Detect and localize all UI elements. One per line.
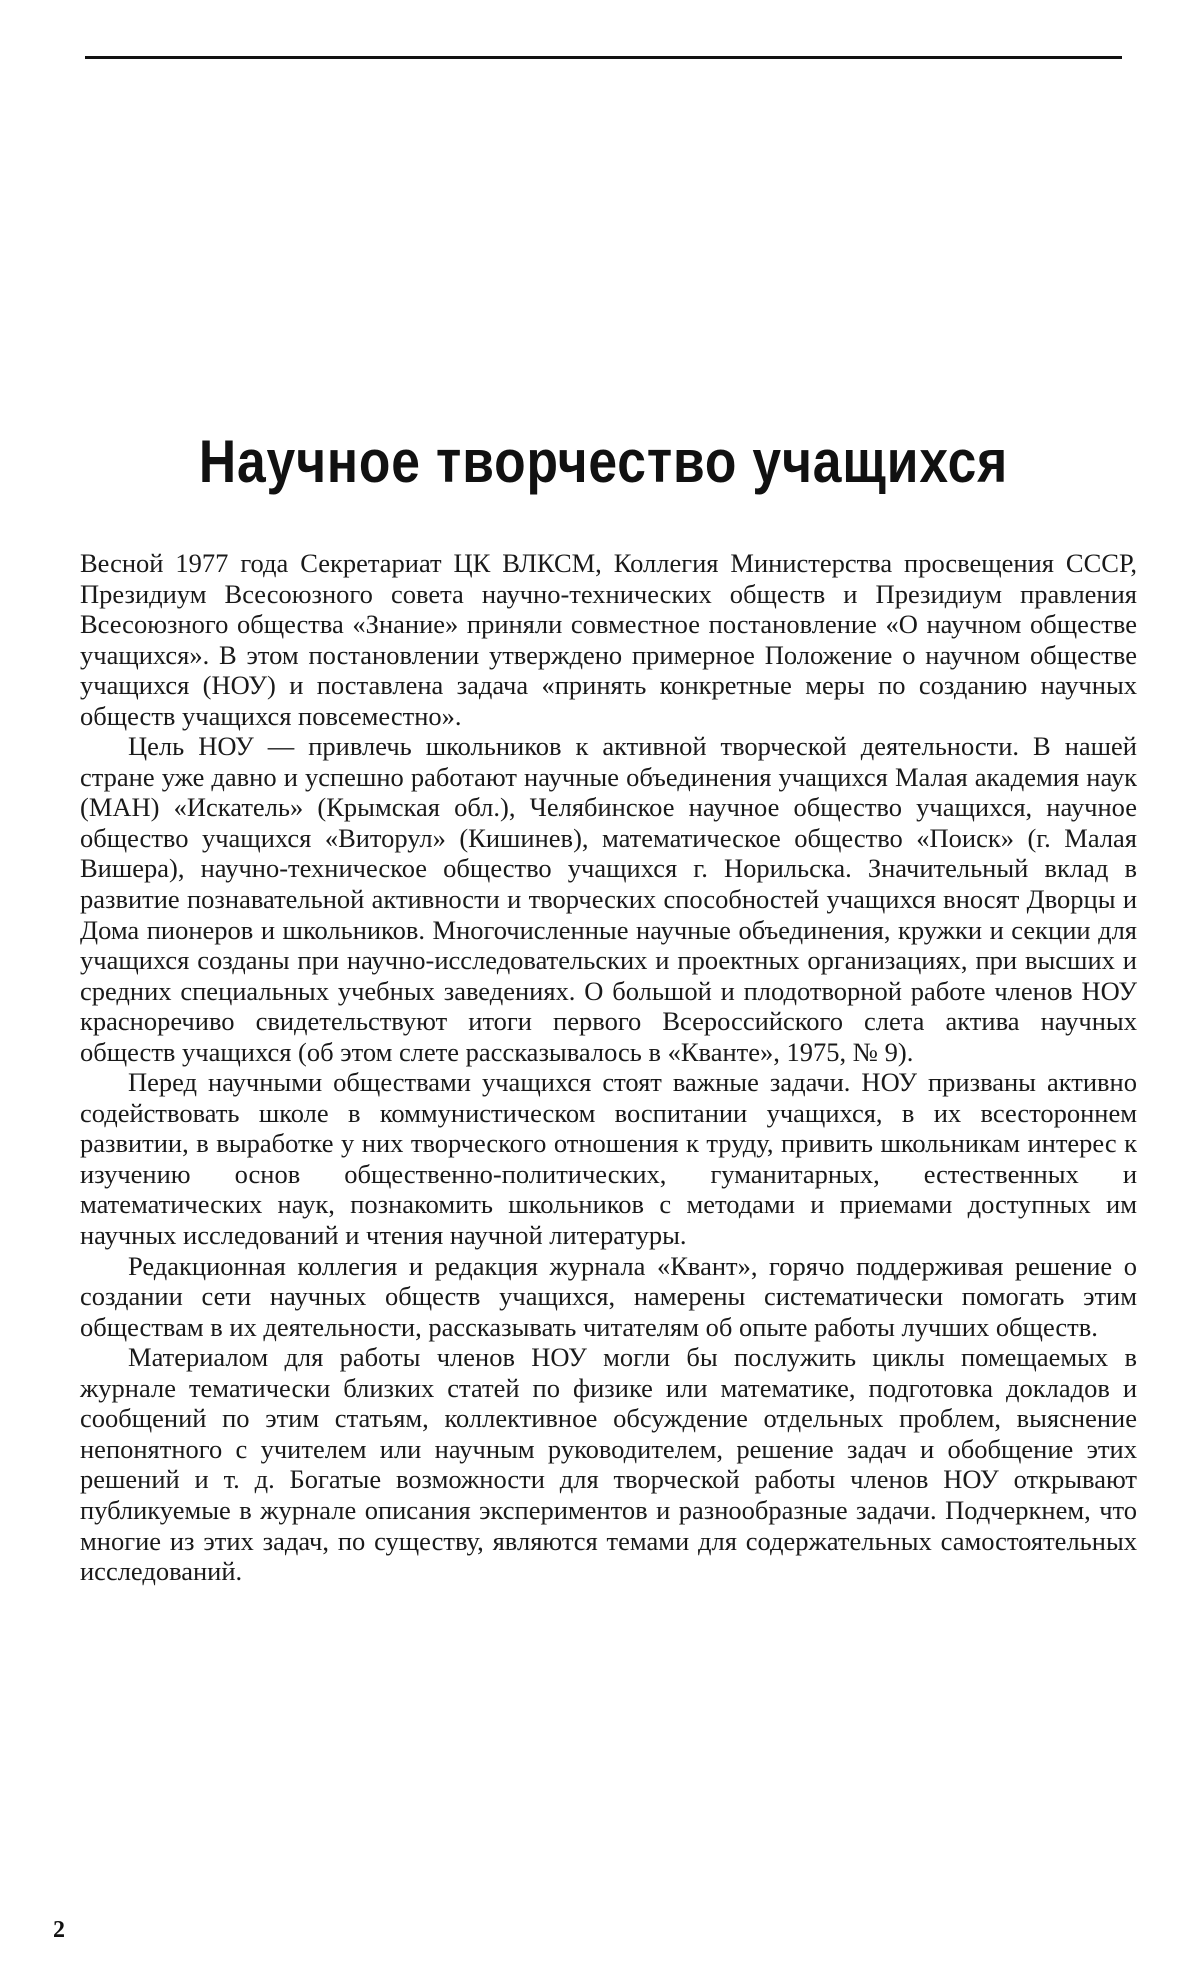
paragraph-tasks: Перед научными обществами учащихся стоят важные задачи. НОУ призваны активно содействовать школе в коммунистическом воспитании учащихся, в их всестороннем развитии, в выработке у них творческого отношения к труду, привить школьникам интерес к изучению основ общественно-политических, гуманитарных, естественных и математических наук, познакомить школьников с методами и приемами доступных им научных исследований и чтения научной литературы. — [80, 1067, 1137, 1251]
header-rule — [85, 56, 1122, 59]
paragraph-editorial: Редакционная коллегия и редакция журнала «Квант», горячо поддерживая решение о создании сети научных обществ учащихся, намерены систематически помогать этим обществам в их деятельности, рассказывать читателям об опыте работы лучших обществ. — [80, 1250, 1137, 1342]
paragraph-goal: Цель НОУ — привлечь школьников к активной творческой деятельности. В нашей стране уже давно и успешно работают научные объединения учащихся Малая академия наук (МАН) «Искатель» (Крымская обл.), Челябинское научное общество учащихся, научное общество учащихся «Виторул» (Кишинев), математическое общество «Поиск» (г. Малая Вишера), научно-техническое общество учащихся г. Норильска. Значительный вклад в развитие познавательной активности и творческих способностей учащихся вносят Дворцы и Дома пионеров и школьников. Многочисленные научные объединения, кружки и секции для учащихся созданы при научно-исследовательских и проектных организациях, при высших и средних специальных учебных заведениях. О большой и плодотворной работе членов НОУ красноречиво свидетельствуют итоги первого Всероссийского слета актива научных обществ учащихся (об этом слете рассказывалось в «Кванте», 1975, № 9). — [80, 731, 1137, 1067]
article-body — [80, 548, 1137, 1587]
article-title: Научное творчество учащихся — [198, 428, 1009, 495]
paragraph-materials: Материалом для работы членов НОУ могли бы послужить циклы помещаемых в журнале тематически близких статей по физике или математике, подготовка докладов и сообщений по этим статьям, коллективное обсуждение отдельных проблем, выяснение непонятного с учителем или научным руководителем, решение задач и обобщение этих решений и т. д. Богатые возможности для творческой работы членов НОУ открывают публикуемые в журнале описания экспериментов и разнообразные задачи. Подчеркнем, что многие из этих задач, по существу, являются темами для содержательных самостоятельных исследований. — [80, 1342, 1137, 1587]
paragraph-intro: Весной 1977 года Секретариат ЦК ВЛКСМ, Коллегия Министерства просвещения СССР, Президиум Всесоюзного совета научно-технических обществ и Президиум правления Всесоюзного общества «Знание» приняли совместное постановление «О научном обществе учащихся». В этом постановлении утверждено примерное Положение о научном обществе учащихся (НОУ) и поставлена задача «принять конкретные меры по созданию научных обществ учащихся повсеместно». — [80, 548, 1137, 731]
page-number: 2 — [53, 1917, 65, 1943]
